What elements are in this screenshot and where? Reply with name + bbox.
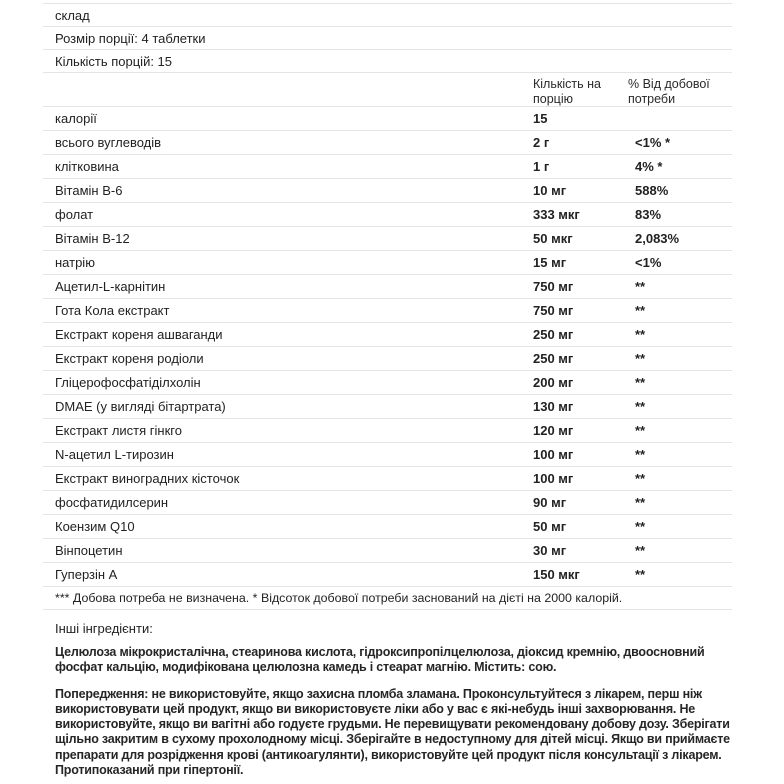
table-row [43, 563, 732, 587]
ingredient-amount: 750 мг [533, 303, 574, 318]
ingredient-amount: 2 г [533, 135, 550, 150]
servings-count-text: Кількість порцій: 15 [55, 53, 173, 69]
ingredient-amount: 50 мг [533, 519, 567, 534]
other-ingredients-text: Целюлоза мікрокристалічна, стеаринова кислота, гідроксипропілцелюлоза, діоксид кремнію, двоосновний фосфат кальцію, модифікована целюлозна камедь і стеарат магнію. Містить: сою. [55, 645, 705, 675]
ingredient-daily-value: ** [635, 351, 646, 366]
column-header-amount: Кількість на порцію [533, 77, 601, 107]
ingredient-amount: 250 мг [533, 351, 574, 366]
ingredient-daily-value: ** [635, 447, 646, 462]
ingredient-daily-value: 2,083% [635, 231, 680, 246]
ingredient-name: фосфатидилсерин [55, 495, 169, 510]
ingredient-name: всього вуглеводів [55, 135, 162, 150]
ingredient-name: Гліцерофосфатіділхолін [55, 375, 201, 390]
table-row [43, 179, 732, 203]
table-row [43, 107, 732, 131]
ingredient-daily-value: ** [635, 567, 646, 582]
ingredient-name: натрію [55, 255, 95, 270]
table-row [43, 347, 732, 371]
ingredient-name: Гуперзін A [55, 567, 118, 582]
supplement-facts-panel [43, 3, 732, 778]
warning-text: Попередження: не використовуйте, якщо захисна пломба зламана. Проконсультуйтеся з лікарем, перш ніж використовувати цей продукт, якщо ви використовуєте ліки або у вас є які-небудь інші захворювання. Не використовуйте, якщо ви вагітні або годуєте грудьми. Не перевищувати рекомендовану добову дозу. Зберігати щільно закритим в сухому прохолодному місці. Зберігайте в недоступному для дітей місці. Якщо ви приймаєте препарати для розрідження крові (антикоагулянти), використовуйте цей продукт після консультації з лікарем. Протипоказаний при гіпертонії. [55, 686, 730, 777]
serving-size-text: Розмір порції: 4 таблетки [55, 30, 206, 46]
ingredient-daily-value: ** [635, 543, 646, 558]
table-row [43, 203, 732, 227]
ingredient-daily-value: ** [635, 495, 646, 510]
ingredient-daily-value: 83% [635, 207, 662, 222]
ingredient-daily-value: ** [635, 423, 646, 438]
servings-count-row [43, 50, 732, 73]
ingredient-daily-value: ** [635, 327, 646, 342]
table-row [43, 323, 732, 347]
ingredient-amount: 100 мг [533, 471, 574, 486]
ingredient-daily-value: ** [635, 303, 646, 318]
table-row [43, 227, 732, 251]
ingredient-name: Ацетил-L-карнітин [55, 279, 166, 294]
table-row [43, 515, 732, 539]
ingredient-amount: 10 мг [533, 183, 567, 198]
ingredient-name: Екстракт виноградних кісточок [55, 471, 240, 486]
ingredient-name: Екстракт кореня родіоли [55, 351, 204, 366]
ingredient-amount: 750 мг [533, 279, 574, 294]
ingredient-amount: 200 мг [533, 375, 574, 390]
panel-title-row [43, 3, 732, 27]
ingredient-name: Вінпоцетин [55, 543, 123, 558]
table-row [43, 467, 732, 491]
ingredient-daily-value: ** [635, 375, 646, 390]
ingredient-amount: 150 мкг [533, 567, 580, 582]
daily-value-footnote: *** Добова потреба не визначена. * Відсоток добової потреби заснований на дієті на 2000 калорій. [43, 587, 732, 610]
table-row [43, 443, 732, 467]
table-row [43, 155, 732, 179]
ingredient-daily-value: <1% * [635, 135, 671, 150]
ingredient-amount: 50 мкг [533, 231, 573, 246]
ingredient-amount: 15 мг [533, 255, 567, 270]
ingredient-name: калорії [55, 111, 97, 126]
ingredient-daily-value: ** [635, 279, 646, 294]
ingredient-name: фолат [55, 207, 94, 222]
ingredient-name: N-ацетил L-тирозин [55, 447, 174, 462]
table-row [43, 419, 732, 443]
table-row [43, 299, 732, 323]
ingredient-amount: 90 мг [533, 495, 567, 510]
ingredients-table-body [43, 107, 732, 587]
ingredient-amount: 130 мг [533, 399, 574, 414]
ingredient-name: DMAE (у вигляді бітартрата) [55, 399, 226, 414]
ingredient-name: Вітамін B-6 [55, 183, 123, 198]
ingredient-amount: 100 мг [533, 447, 574, 462]
table-header-row [43, 73, 732, 107]
table-row [43, 131, 732, 155]
column-header-daily-value: % Від добової потреби [628, 77, 710, 107]
table-row [43, 539, 732, 563]
table-row [43, 395, 732, 419]
table-row [43, 275, 732, 299]
ingredient-daily-value: ** [635, 471, 646, 486]
ingredient-daily-value: ** [635, 399, 646, 414]
ingredient-name: клітковина [55, 159, 119, 174]
other-ingredients-heading: Інші інгредієнти: [55, 621, 153, 636]
ingredient-daily-value: <1% [635, 255, 662, 270]
ingredient-amount: 30 мг [533, 543, 567, 558]
ingredient-name: Вітамін B-12 [55, 231, 130, 246]
ingredient-amount: 250 мг [533, 327, 574, 342]
ingredient-name: Гота Кола екстракт [55, 303, 170, 318]
ingredient-daily-value: 4% * [635, 159, 663, 174]
ingredient-name: Коензим Q10 [55, 519, 135, 534]
ingredient-amount: 1 г [533, 159, 550, 174]
ingredient-name: Екстракт кореня ашваганди [55, 327, 223, 342]
ingredient-name: Екстракт листя гінкго [55, 423, 182, 438]
table-row [43, 251, 732, 275]
ingredient-daily-value: 588% [635, 183, 669, 198]
panel-title: склад [55, 7, 90, 23]
table-row [43, 371, 732, 395]
ingredient-amount: 333 мкг [533, 207, 580, 222]
ingredient-amount: 15 [533, 111, 548, 126]
serving-size-row [43, 27, 732, 50]
ingredient-amount: 120 мг [533, 423, 574, 438]
ingredient-daily-value: ** [635, 519, 646, 534]
table-row [43, 491, 732, 515]
